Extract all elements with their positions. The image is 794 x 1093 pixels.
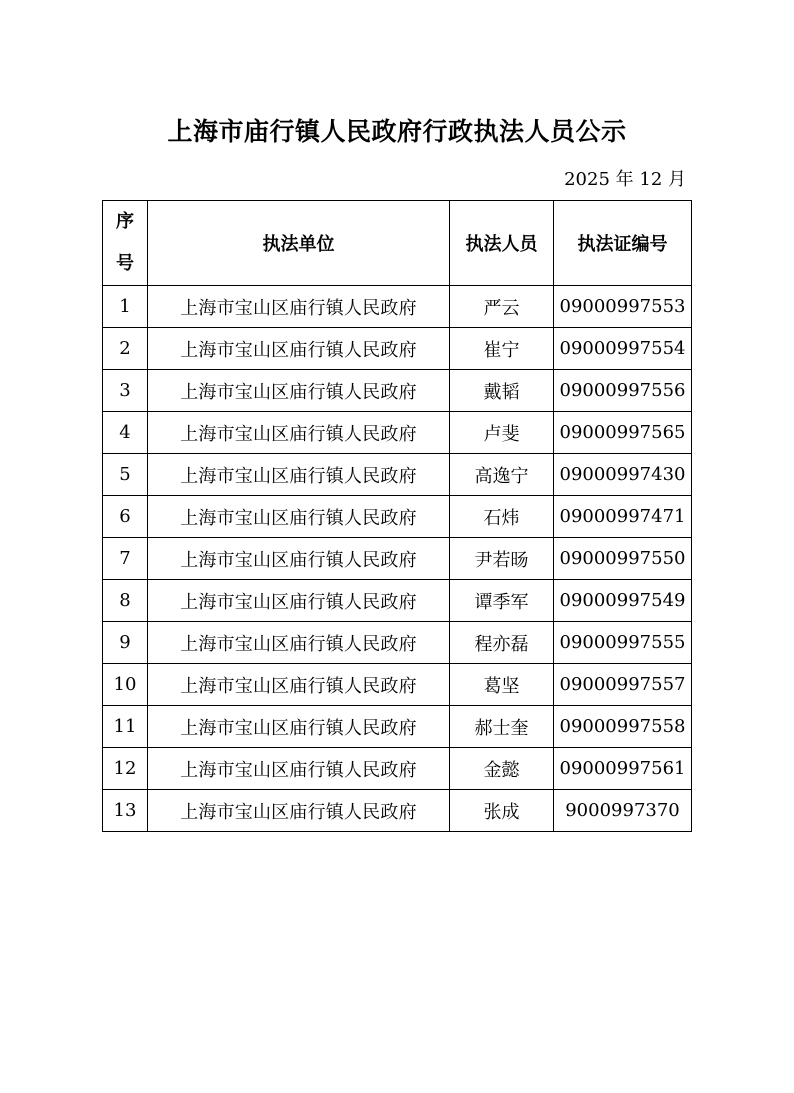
cell-person: 葛坚: [450, 664, 554, 706]
cell-seq: 4: [103, 412, 148, 454]
cell-unit: 上海市宝山区庙行镇人民政府: [148, 496, 450, 538]
table-row: [103, 496, 692, 538]
cell-cert: 09000997549: [554, 580, 692, 622]
cell-cert: 09000997565: [554, 412, 692, 454]
cell-person: 高逸宁: [450, 454, 554, 496]
publication-date: 2025 年 12 月: [564, 169, 686, 190]
cell-seq: 6: [103, 496, 148, 538]
header-cert: 执法证编号: [554, 201, 692, 286]
cell-cert: 09000997561: [554, 748, 692, 790]
table-row: [103, 370, 692, 412]
table-row: [103, 538, 692, 580]
cell-unit: 上海市宝山区庙行镇人民政府: [148, 790, 450, 832]
cell-seq: 12: [103, 748, 148, 790]
cell-person: 谭季军: [450, 580, 554, 622]
cell-cert: 09000997557: [554, 664, 692, 706]
cell-seq: 10: [103, 664, 148, 706]
cell-seq: 1: [103, 286, 148, 328]
cell-seq: 3: [103, 370, 148, 412]
cell-unit: 上海市宝山区庙行镇人民政府: [148, 454, 450, 496]
table-row: [103, 790, 692, 832]
cell-cert: 09000997430: [554, 454, 692, 496]
cell-cert: 09000997471: [554, 496, 692, 538]
header-seq: [103, 201, 148, 286]
cell-unit: 上海市宝山区庙行镇人民政府: [148, 370, 450, 412]
header-person: 执法人员: [450, 201, 554, 286]
table-row: [103, 706, 692, 748]
cell-seq: 9: [103, 622, 148, 664]
cell-person: 戴韬: [450, 370, 554, 412]
cell-person: 张成: [450, 790, 554, 832]
cell-unit: 上海市宝山区庙行镇人民政府: [148, 412, 450, 454]
cell-seq: 2: [103, 328, 148, 370]
cell-unit: 上海市宝山区庙行镇人民政府: [148, 706, 450, 748]
cell-seq: 13: [103, 790, 148, 832]
cell-person: 郝士奎: [450, 706, 554, 748]
cell-cert: 09000997550: [554, 538, 692, 580]
table-row: [103, 664, 692, 706]
cell-person: 石炜: [450, 496, 554, 538]
cell-seq: 8: [103, 580, 148, 622]
table-row: [103, 580, 692, 622]
cell-person: 严云: [450, 286, 554, 328]
page-title: 上海市庙行镇人民政府行政执法人员公示: [167, 117, 627, 146]
cell-seq: 7: [103, 538, 148, 580]
table-row: [103, 748, 692, 790]
table-row: [103, 454, 692, 496]
personnel-table: [102, 200, 692, 832]
table-row: [103, 328, 692, 370]
cell-cert: 09000997558: [554, 706, 692, 748]
header-seq-bottom: 号: [116, 253, 134, 274]
cell-unit: 上海市宝山区庙行镇人民政府: [148, 538, 450, 580]
cell-cert: 09000997556: [554, 370, 692, 412]
cell-unit: 上海市宝山区庙行镇人民政府: [148, 664, 450, 706]
cell-person: 卢斐: [450, 412, 554, 454]
cell-unit: 上海市宝山区庙行镇人民政府: [148, 580, 450, 622]
table-row: [103, 622, 692, 664]
cell-person: 金懿: [450, 748, 554, 790]
cell-seq: 5: [103, 454, 148, 496]
cell-person: 尹若旸: [450, 538, 554, 580]
cell-unit: 上海市宝山区庙行镇人民政府: [148, 622, 450, 664]
table-row: [103, 286, 692, 328]
header-unit: 执法单位: [148, 201, 450, 286]
table-header-row: [103, 201, 692, 286]
cell-unit: 上海市宝山区庙行镇人民政府: [148, 748, 450, 790]
cell-cert: 9000997370: [554, 790, 692, 832]
cell-person: 崔宁: [450, 328, 554, 370]
cell-person: 程亦磊: [450, 622, 554, 664]
cell-cert: 09000997553: [554, 286, 692, 328]
cell-unit: 上海市宝山区庙行镇人民政府: [148, 328, 450, 370]
cell-seq: 11: [103, 706, 148, 748]
table-row: [103, 412, 692, 454]
header-seq-top: 序: [116, 211, 134, 232]
cell-cert: 09000997555: [554, 622, 692, 664]
cell-cert: 09000997554: [554, 328, 692, 370]
cell-unit: 上海市宝山区庙行镇人民政府: [148, 286, 450, 328]
